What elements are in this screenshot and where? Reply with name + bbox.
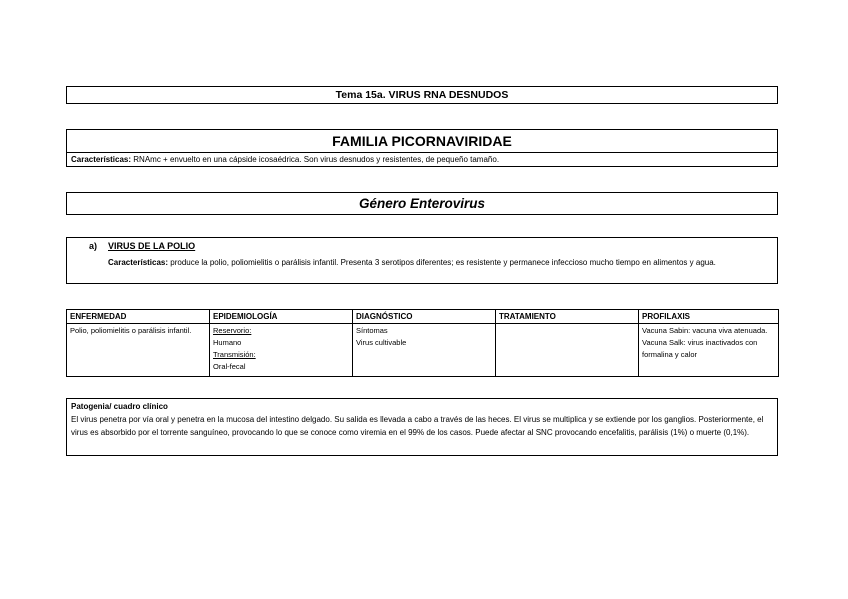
reservorio-value: Humano	[213, 338, 242, 347]
header-tratamiento: TRATAMIENTO	[496, 310, 639, 324]
transmision-value: Oral-fecal	[213, 362, 246, 371]
tema-title: Tema 15a. VIRUS RNA DESNUDOS	[66, 86, 778, 104]
profilaxis-2: Vacuna Salk: virus inactivados con formalina y calor	[642, 338, 758, 359]
profilaxis-1: Vacuna Sabin: vacuna viva atenuada.	[642, 326, 768, 335]
cell-tratamiento	[496, 324, 639, 377]
header-epidemiologia: EPIDEMIOLOGÍA	[210, 310, 353, 324]
polio-letter: a)	[89, 241, 98, 251]
familia-title: FAMILIA PICORNAVIRIDAE	[67, 130, 777, 153]
table-row	[67, 324, 779, 377]
polio-box	[66, 237, 778, 284]
familia-caracteristicas	[67, 153, 777, 167]
patogenia-title: Patogenia/ cuadro clínico	[71, 402, 168, 411]
patogenia-box	[66, 398, 778, 456]
reservorio-label: Reservorio:	[213, 326, 252, 335]
familia-box	[66, 129, 778, 167]
genero-title: Género Enterovirus	[66, 192, 778, 215]
cell-diagnostico	[353, 324, 496, 377]
header-profilaxis: PROFILAXIS	[639, 310, 779, 324]
cell-profilaxis	[639, 324, 779, 377]
polio-title: VIRUS DE LA POLIO	[108, 241, 196, 251]
header-diagnostico: DIAGNÓSTICO	[353, 310, 496, 324]
polio-heading	[89, 241, 195, 251]
diagnostico-2: Virus cultivable	[356, 338, 407, 347]
cell-epidemiologia	[210, 324, 353, 377]
table-header-row	[67, 310, 779, 324]
cell-enfermedad: Polio, poliomielitis o parálisis infantil.	[67, 324, 210, 377]
polio-caracteristicas	[108, 257, 768, 269]
transmision-label: Transmisión:	[213, 350, 256, 359]
polio-caract-label: Características:	[108, 258, 169, 267]
patogenia-text: El virus penetra por vía oral y penetra en la mucosa del intestino delgado. Su salida es llevada a cabo a través de las heces. El virus se multiplica y se extiende por los ganglios. Posteriormente, el virus es absorbido por el torrente sanguíneo, provocando lo que se conoce como viremia en el 99% de los casos. Puede afectar al SNC provocando encefalitis, parálisis (1%) o muerte (0,1%).	[71, 415, 764, 437]
diagnostico-1: Síntomas	[356, 326, 388, 335]
info-table	[66, 309, 779, 377]
familia-caract-text: RNAmc + envuelto en una cápside icosaédrica. Son virus desnudos y resistentes, de pequeño tamaño.	[131, 155, 500, 164]
header-enfermedad: ENFERMEDAD	[67, 310, 210, 324]
familia-caract-label: Características:	[71, 155, 132, 164]
polio-caract-text: produce la polio, poliomielitis o parálisis infantil. Presenta 3 serotipos diferentes; es resistente y permanece infeccioso mucho tiempo en alimentos y agua.	[168, 258, 716, 267]
